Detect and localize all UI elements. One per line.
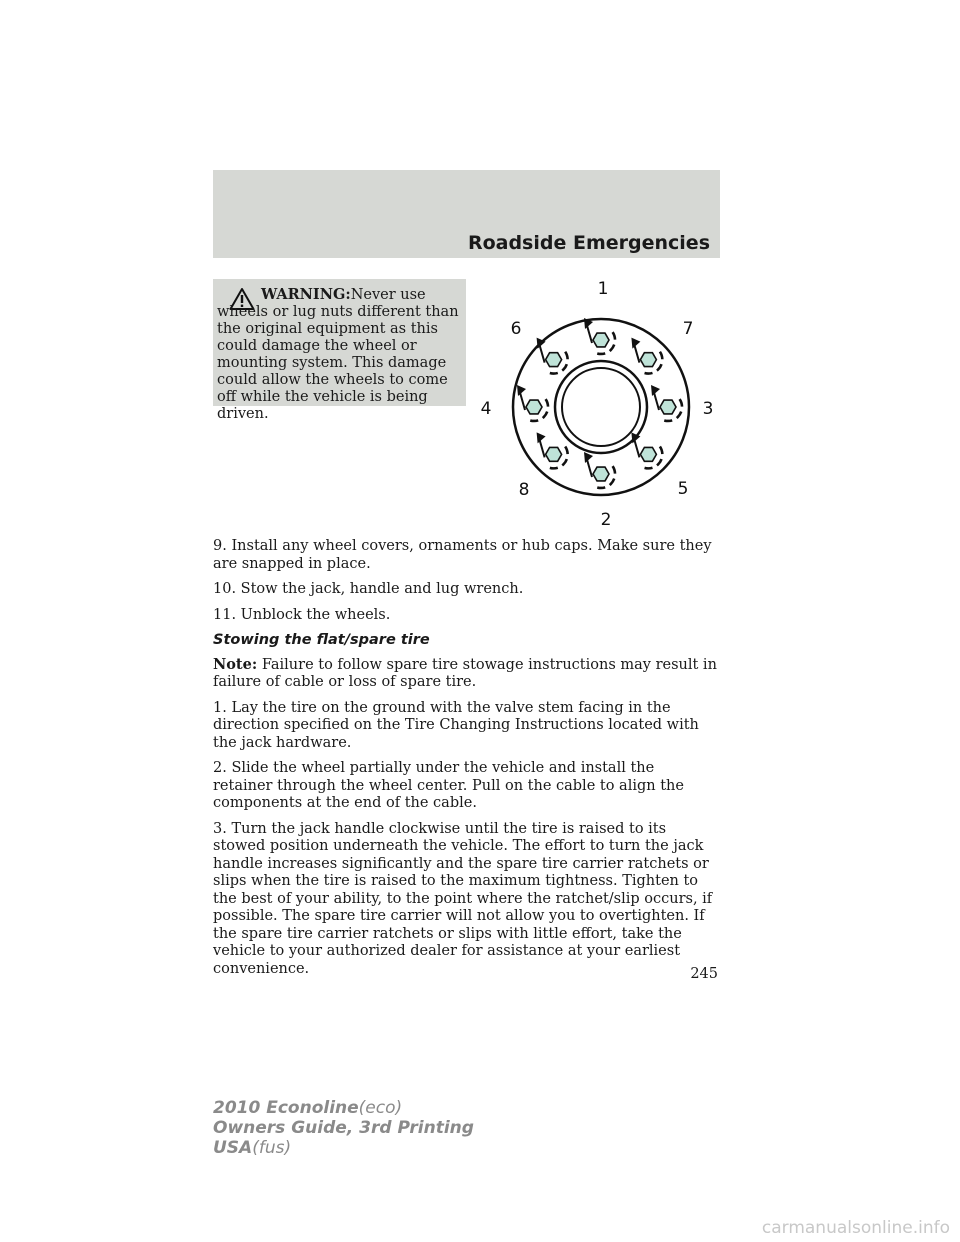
footer xyxy=(213,1098,474,1158)
lug-nut-hex xyxy=(546,447,562,461)
section-header-band xyxy=(213,170,720,258)
label-1: 1 xyxy=(597,279,609,299)
footer-market: USA xyxy=(213,1138,253,1158)
body-text xyxy=(213,538,718,986)
lug-nut-hex xyxy=(640,447,656,461)
label-7: 7 xyxy=(682,319,694,339)
stow-step-1: 1. Lay the tire on the ground with the valve stem facing in the direction specified on the Tire Changing Instructions located with the jack hardware. xyxy=(213,699,699,751)
warning-label: WARNING: xyxy=(261,286,351,303)
stowing-note xyxy=(213,656,718,692)
footer-market-code: (fus) xyxy=(252,1138,292,1158)
watermark: carmanualsonline.info xyxy=(761,1218,950,1238)
lug-nut-hex xyxy=(526,400,542,414)
label-3: 3 xyxy=(702,399,714,419)
label-5: 5 xyxy=(677,479,689,499)
lug-nut-hex xyxy=(593,467,609,481)
stowing-heading: Stowing the flat/spare tire xyxy=(213,632,430,648)
step-9: 9. Install any wheel covers, ornaments or hub caps. Make sure they are snapped in place. xyxy=(213,538,712,572)
stow-step-2: 2. Slide the wheel partially under the vehicle and install the retainer through the wheel center. Pull on the cable to align the components at the end of the cable. xyxy=(213,760,684,811)
lug-nut-hex xyxy=(546,353,562,367)
footer-model-code: (eco) xyxy=(358,1098,403,1118)
warning-box xyxy=(213,279,466,422)
note-label: Note: xyxy=(213,655,258,673)
page-number: 245 xyxy=(690,966,718,982)
step-11: 11. Unblock the wheels. xyxy=(213,606,391,623)
lug-nut-hex xyxy=(640,353,656,367)
footer-model: 2010 Econoline xyxy=(213,1098,359,1118)
warning-text xyxy=(217,286,464,423)
label-2: 2 xyxy=(600,510,612,530)
lug-nut-hex xyxy=(593,333,609,347)
footer-model-line xyxy=(213,1098,474,1118)
section-title: Roadside Emergencies xyxy=(467,232,710,254)
step-10: 10. Stow the jack, handle and lug wrench. xyxy=(213,581,524,597)
label-6: 6 xyxy=(510,319,522,339)
footer-guide: Owners Guide, 3rd Printing xyxy=(213,1118,474,1138)
label-8: 8 xyxy=(518,480,530,500)
footer-market-line xyxy=(213,1138,474,1158)
label-4: 4 xyxy=(480,399,492,419)
lug-nut-hex xyxy=(660,400,676,414)
stow-step-3: 3. Turn the jack handle clockwise until the tire is raised to its stowed position underneath the vehicle. The effort to turn the jack handle increases significantly and the spare tire carrier ratchets or slips when the tire is raised to the maximum tightness. Tighten to the best of your ability, to the point where the ratchet/slip occurs, if possible. The spare tire carrier will not allow you to overtighten. If the spare tire carrier ratchets or slips with little effort, take the vehicle to your authorized dealer for assistance at your earliest convenience. xyxy=(213,820,713,977)
warning-body: Never use wheels or lug nuts different than the original equipment as this could damage the wheel or mounting system. This damage could allow the wheels to come off while the vehicle is being driven. xyxy=(217,287,459,422)
lug-nut-tightening-sequence-diagram xyxy=(470,272,720,534)
note-text: Failure to follow spare tire stowage instructions may result in failure of cable or loss of spare tire. xyxy=(213,656,717,690)
